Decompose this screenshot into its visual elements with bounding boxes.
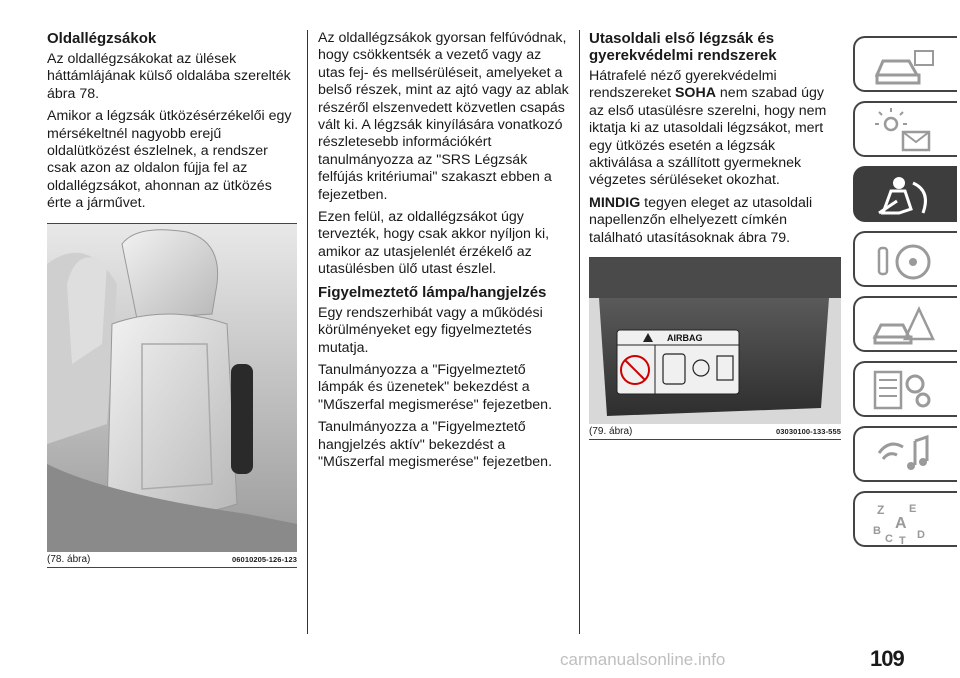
section-heading-passenger-airbag: Utasoldali első légzsák és gyerekvédelmi rendszerek (589, 30, 777, 64)
column-divider (579, 30, 580, 634)
column-left (47, 30, 297, 218)
paragraph: Ezen felül, az oldallégzsákot úgy tervezték, hogy csak akkor nyíljon ki, amikor az utasjelenlét érzékelő az utasülésben ülő utast észlel. (318, 209, 550, 278)
column-right (589, 30, 841, 252)
svg-text:Z: Z (877, 503, 885, 517)
column-divider (307, 30, 308, 634)
maintenance-gears-icon (869, 368, 939, 414)
seat-image (47, 224, 297, 552)
airbag-seat-icon (869, 173, 939, 219)
media-music-icon (869, 433, 939, 479)
tab-emergency[interactable] (853, 296, 957, 352)
tab-media[interactable] (853, 426, 957, 482)
tab-index[interactable] (853, 491, 957, 547)
tab-key-steering[interactable] (853, 231, 957, 287)
caption-code: 06010205-126-123 (232, 555, 297, 564)
alphabet-index-icon (869, 498, 939, 544)
paragraph: Az oldallégzsákok gyorsan felfúvódnak, hogy csökkentsék a vezető vagy az utas fej- és mellsérüléseit, amelyeket a belső részek, mint az ajtó vagy az ablak részéről elszenvedett közvetlen csapás vált ki. A légzsák kinyílására vonatkozó részletesebb információkért tanulmányozza az "SRS Légzsák felfújás kritériumai" szakaszt ebben a fejezetben. (318, 30, 569, 203)
warning-lights-icon (869, 108, 939, 154)
figure-caption (47, 552, 297, 568)
emergency-car-icon (869, 303, 939, 349)
svg-text:D: D (917, 529, 925, 541)
figure-caption (589, 424, 841, 440)
paragraph: Tanulmányozza a "Figyelmeztető lámpák és üzenetek" bekezdést a "Műszerfal megismerése" fejezetben. (318, 361, 553, 413)
tab-car-dashboard[interactable] (853, 36, 957, 92)
figure-79 (589, 257, 841, 440)
paragraph: Hátrafelé néző gyerekvédelmi rendszereket SOHA nem szabad úgy az első utasülésre szerelni, hogy nem iktatja ki az utasoldali légzsákot, mert egy ütközés esetén a légzsák aktiválása a szállított gyermeknek végzetes sérüléseket okozhat. (589, 68, 827, 189)
svg-text:B: B (873, 525, 881, 537)
paragraph: Tanulmányozza a "Figyelmeztető hangjelzés aktív" bekezdést a "Műszerfal megismerése" fejezetben. (318, 419, 553, 470)
svg-text:T: T (899, 535, 906, 544)
key-steering-icon (869, 238, 939, 284)
figure-78 (47, 223, 297, 568)
tab-airbag-seat-active[interactable] (853, 166, 957, 222)
sun-visor-image (589, 258, 841, 424)
caption-label: (79. ábra) (589, 426, 633, 437)
car-dashboard-icon (869, 43, 939, 89)
paragraph: MINDIG tegyen eleget az utasoldali napellenzőn elhelyezett címkén található utasításoknak ábra 79. (589, 194, 813, 246)
caption-code: 03030100-133-555 (776, 427, 841, 436)
caption-label: (78. ábra) (47, 554, 91, 565)
airbag-label-title: AIRBAG (667, 333, 703, 343)
section-heading-warning-lamp: Figyelmeztető lámpa/hangjelzés (318, 283, 547, 301)
page-number: 109 (870, 646, 904, 671)
svg-text:E: E (909, 503, 917, 515)
section-heading-side-airbags: Oldallégzsákok (47, 30, 157, 47)
paragraph: Egy rendszerhibát vagy a működési körülményeket egy figyelmeztetés mutatja. (318, 304, 543, 356)
tab-warning-lights[interactable] (853, 101, 957, 157)
paragraph: Amikor a légzsák ütközésérzékelői egy mérsékeltnél nagyobb erejű oldalütközést észlelnek, a rendszer csak azon az oldalon fújja fel az oldallégzsákot, ahonnan az ütközés érte a járművet. (47, 108, 292, 212)
svg-text:C: C (885, 533, 893, 544)
column-middle (318, 30, 570, 476)
svg-text:A: A (895, 515, 907, 532)
paragraph: Az oldallégzsákokat az ülések háttámlájának külső oldalába szerelték ábra 78. (47, 51, 291, 102)
tab-maintenance[interactable] (853, 361, 957, 417)
watermark: carmanualsonline.info (560, 650, 726, 669)
